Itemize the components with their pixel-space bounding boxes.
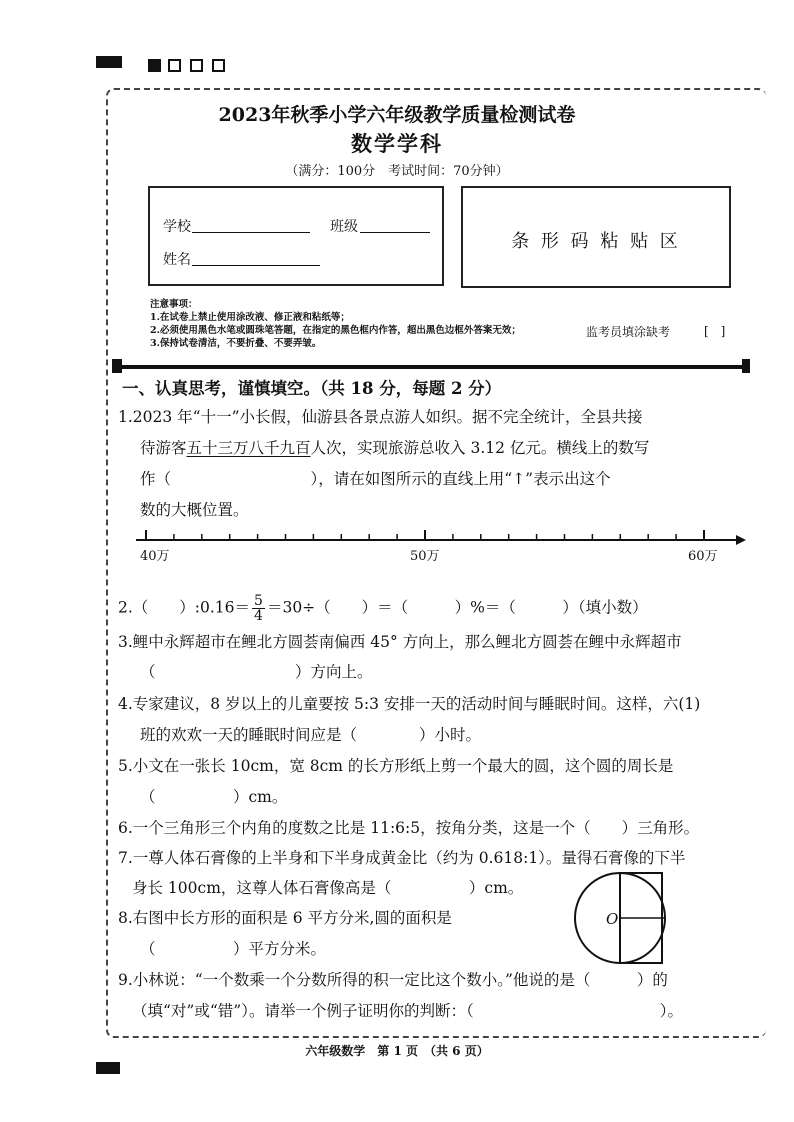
registration-mark-empty-1 (168, 59, 181, 72)
registration-mark-empty-2 (190, 59, 203, 72)
registration-mark-bottom-left (96, 1062, 120, 1074)
question-6[interactable]: 6.一个三角形三个内角的度数之比是 11:6:5，按角分类，这是一个（ ）三角形。 (118, 819, 700, 837)
q2-pre: 2.（ ）:0.16＝ (118, 598, 251, 617)
fraction-numerator: 5 (254, 593, 263, 609)
section-title: 一、认真思考，谨慎填空。（共 18 分，每题 2 分） (122, 379, 502, 398)
question-7-line-1: 7.一尊人体石膏像的上半身和下半身成黄金比（约为 0.618:1）。量得石膏像的下半 (118, 849, 686, 867)
note-item: 2.必须使用黑色水笔或圆珠笔答题，在指定的黑色框内作答，超出黑色边框外答案无效； (150, 325, 521, 336)
question-1-line-4: 数的大概位置。 (140, 501, 249, 519)
question-7-line-2[interactable]: 身长 100cm，这尊人体石膏像高是（ ）cm。 (132, 879, 524, 897)
registration-mark-empty-3 (212, 59, 225, 72)
question-1-line-3[interactable]: 作（ ），请在如图所示的直线上用“↑”表示出这个 (140, 470, 611, 488)
absent-label: 监考员填涂缺考 (586, 325, 671, 339)
question-4-line-1: 4.专家建议，8 岁以上的儿童要按 5:3 安排一天的活动时间与睡眠时间。这样，六(1) (118, 695, 701, 713)
question-5-line-1: 5.小文在一张长 10cm，宽 8cm 的长方形纸上剪一个最大的圆，这个圆的周长是 (118, 757, 674, 775)
question-8-line-1: 8.右图中长方形的面积是 6 平方分米,圆的面积是 (118, 909, 452, 927)
class-label: 班级 (330, 219, 358, 235)
number-line-arrow (736, 535, 746, 545)
school-label: 学校 (163, 219, 191, 235)
circle-rectangle-figure (570, 868, 670, 968)
question-4-line-2[interactable]: 班的欢欢一天的睡眠时间应是（ ）小时。 (140, 726, 482, 744)
barcode-label: 条 形 码 粘 贴 区 (511, 231, 681, 252)
registration-mark-filled (148, 59, 161, 72)
class-field[interactable] (360, 216, 430, 233)
separator-mark-left (112, 359, 122, 373)
school-field[interactable] (192, 216, 310, 233)
notes-title: 注意事项： (150, 299, 198, 310)
number-line-label-40: 40万 (140, 549, 170, 564)
question-5-line-2[interactable]: （ ）cm。 (140, 788, 288, 806)
number-line-label-60: 60万 (688, 549, 718, 564)
number-line-label-50: 50万 (410, 549, 440, 564)
page-footer: 六年级数学 第 1 页 （共 6 页） (305, 1044, 489, 1058)
question-2[interactable] (118, 594, 648, 623)
question-8-line-2[interactable]: （ ）平方分米。 (140, 940, 327, 958)
score-info: （满分：100分 考试时间：70分钟） (285, 164, 509, 179)
registration-mark-top-left (96, 56, 122, 68)
question-3-line-2[interactable]: （ ）方向上。 (140, 663, 373, 681)
notes (150, 298, 521, 350)
question-1-line-2 (140, 438, 649, 458)
q2-fraction (252, 594, 265, 623)
question-9-line-1[interactable]: 9.小林说：“一个数乘一个分数所得的积一定比这个数小。”他说的是（ ）的 (118, 971, 668, 989)
note-item: 3.保持试卷清洁，不要折叠、不要弄皱。 (150, 338, 322, 349)
q1-underlined-number: 五十三万八千九百 (186, 439, 311, 457)
q1-text: 人次，实现旅游总收入 3.12 亿元。横线上的数写 (310, 439, 650, 457)
student-info-box (148, 186, 444, 286)
figure-center-label: O (606, 910, 619, 928)
fraction-denominator: 4 (254, 608, 263, 624)
name-label: 姓名 (163, 252, 191, 268)
question-1-line-1: 1.2023 年“十一”小长假，仙游县各景点游人如织。据不完全统计，全县共接 (118, 408, 643, 426)
subject-title: 数学学科 (351, 131, 443, 156)
name-field[interactable] (192, 249, 320, 266)
q1-text: 待游客 (140, 439, 187, 457)
separator-line (114, 365, 750, 369)
question-9-line-2[interactable]: （填“对”或“错”）。请举一个例子证明你的判断：（ ）。 (132, 1002, 683, 1020)
number-line[interactable] (130, 522, 750, 552)
exam-title: 2023年秋季小学六年级教学质量检测试卷 (218, 104, 576, 126)
question-3-line-1: 3.鲤中永辉超市在鲤北方圆荟南偏西 45° 方向上，那么鲤北方圆荟在鲤中永辉超市 (118, 633, 682, 651)
separator-mark-right (742, 359, 750, 373)
absent-checkbox[interactable]: [ ] (704, 324, 726, 338)
note-item: 1.在试卷上禁止使用涂改液、修正液和粘纸等； (150, 312, 350, 323)
q2-post: ＝30÷（ ）＝（ ）%＝（ ）（填小数） (266, 598, 648, 617)
